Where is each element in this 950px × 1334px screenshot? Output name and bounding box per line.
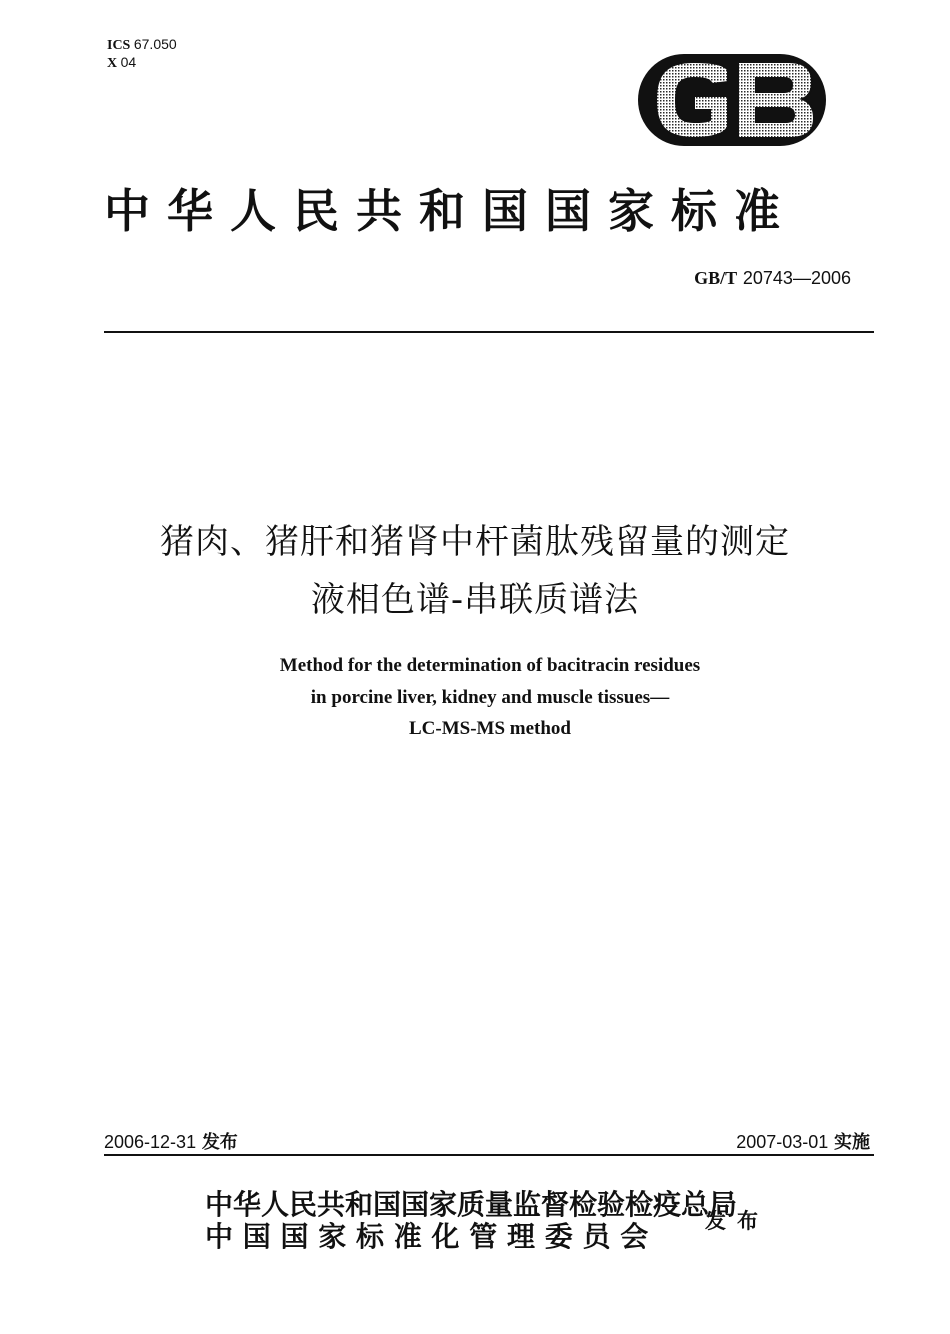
- issuer-line-2: 中 国 国 家 标 准 化 管 理 委 员 会: [205, 1220, 649, 1253]
- footer-divider: [104, 1154, 874, 1156]
- issue-verb: 发布: [705, 1208, 769, 1233]
- standard-code: GB/T: [694, 268, 738, 288]
- ccs-line: [107, 54, 177, 72]
- chinese-title-line-2: 液相色谱-串联质谱法: [310, 580, 640, 620]
- ccs-code: 04: [120, 54, 137, 70]
- issuer-line-1: 中华人民共和国国家质量监督检验检疫总局: [205, 1188, 738, 1221]
- ics-code: 67.050: [133, 36, 177, 52]
- ics-line: [107, 36, 177, 54]
- english-title-line-1: Method for the determination of bacitracin residues: [279, 655, 701, 676]
- implement-date: 2007-03-01: [736, 1132, 829, 1152]
- ics-classification: [107, 36, 177, 72]
- standard-number: [694, 268, 851, 289]
- english-title-line-2: in porcine liver, kidney and muscle tissues—: [310, 687, 670, 708]
- standard-year-number: 20743—2006: [742, 268, 851, 288]
- chinese-title-line-1: 猪肉、猪肝和猪肾中杆菌肽残留量的测定: [160, 522, 790, 562]
- implement-label: 实施: [834, 1132, 870, 1153]
- english-title-line-3: LC-MS-MS method: [408, 718, 572, 739]
- header-divider: [104, 331, 874, 333]
- ccs-label: X: [107, 56, 118, 71]
- gb-logo: [636, 52, 828, 148]
- issue-label: 发布: [201, 1132, 238, 1153]
- implement-date-block: [736, 1128, 870, 1154]
- national-standard-heading: 中华人民共和国国家标准: [104, 184, 797, 238]
- issue-date-block: [104, 1128, 238, 1154]
- issue-date: 2006-12-31: [104, 1132, 197, 1152]
- ics-label: ICS: [107, 38, 131, 53]
